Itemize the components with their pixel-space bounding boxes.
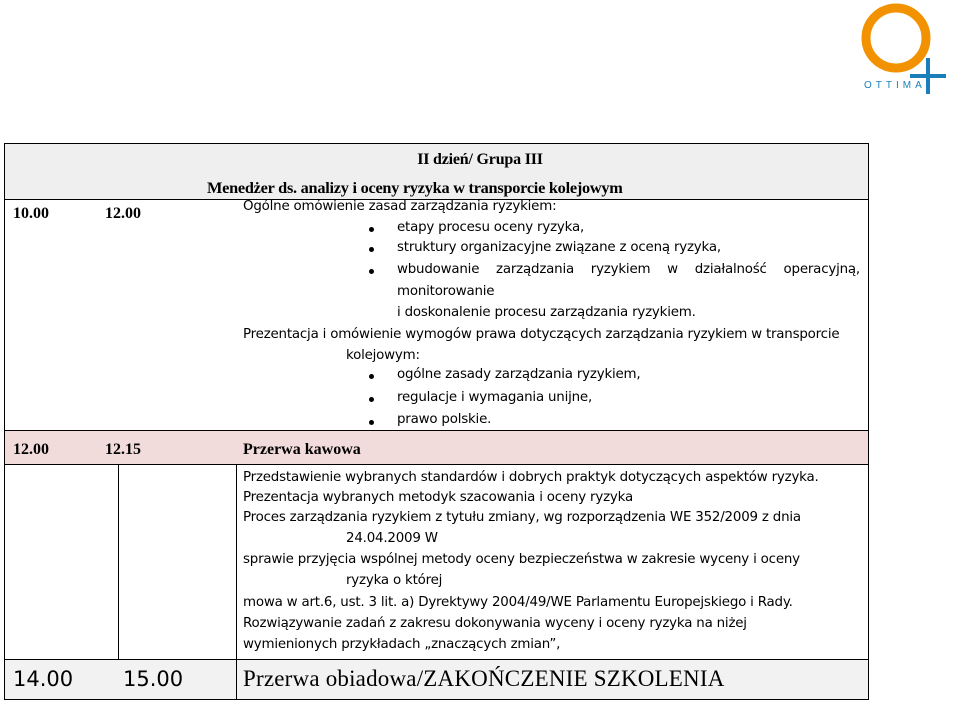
bullet-dot (369, 269, 374, 274)
session2-line-6: ryzyka o której (346, 573, 443, 588)
justified-word: ryzykiem (590, 262, 651, 277)
ottima-logo-text: OTTIMA (864, 80, 926, 91)
course-title: Menedżer ds. analizy i oceny ryzyka w transporcie kolejowym (207, 178, 623, 197)
session1-intro: Ogólne omówienie zasad zarządzania ryzykiem: (243, 199, 557, 214)
session1-bullet-3-cont-1: monitorowanie (397, 284, 495, 299)
session2-line-9: wymienionych przykładach „znaczących zmian”, (243, 637, 561, 652)
table-border-bottom (4, 699, 869, 700)
session1-start-time: 10.00 (13, 205, 49, 222)
justified-word: operacyjną, (783, 262, 860, 277)
break-start-time: 12.00 (13, 441, 49, 458)
session1-law-line-2: kolejowym: (346, 348, 420, 363)
table-border-right (868, 143, 869, 700)
session1-law-bullet-1: ogólne zasady zarządzania ryzykiem, (397, 367, 641, 382)
bullet-dot (369, 397, 374, 402)
session1-bullet-1: etapy procesu oceny ryzyka, (397, 220, 585, 235)
time-column-divider-2 (236, 464, 237, 659)
break-end-time: 12.15 (105, 441, 141, 458)
break-row-bottom (4, 464, 869, 465)
group-title: II dzień/ Grupa III (417, 151, 543, 168)
session1-law-bullet-2: regulacje i wymagania unijne, (397, 390, 593, 405)
session2-line-7: mowa w art.6, ust. 3 lit. a) Dyrektywy 2004/49/WE Parlamentu Europejskiego i Rady. (243, 595, 793, 610)
session2-line-3: Proces zarządzania ryzykiem z tytułu zmiany, wg rozporządzenia WE 352/2009 z dnia (243, 510, 801, 525)
session2-line-5: sprawie przyjęcia wspólnej metody oceny bezpieczeństwa w zakresie wyceny i oceny (243, 552, 800, 567)
session1-bullet-3-cont-2: i doskonalenie procesu zarządzania ryzykiem. (397, 305, 696, 320)
bullet-dot (369, 247, 374, 252)
justified-word: działalność (694, 262, 767, 277)
bullet-dot (369, 374, 374, 379)
session2-line-8: Rozwiązywanie zadań z zakresu dokonywania wyceny i oceny ryzyka na niżej (243, 616, 747, 631)
session1-law-line-1: Prezentacja i omówienie wymogów prawa dotyczących zarządzania ryzykiem w transporcie (243, 327, 840, 342)
break-label: Przerwa kawowa (243, 441, 361, 458)
lunch-column-divider (236, 659, 237, 699)
session1-bullet-2: struktury organizacyjne związane z oceną ryzyka, (397, 240, 721, 255)
session2-line-1: Przedstawienie wybranych standardów i dobrych praktyk dotyczących aspektów ryzyka. (243, 470, 819, 485)
table-border-top (4, 143, 869, 144)
lunch-start-time: 14.00 (13, 667, 74, 691)
lunch-row-top (4, 659, 869, 660)
bullet-dot (369, 420, 374, 425)
justified-word: wbudowanie (397, 262, 480, 277)
session1-end-time: 12.00 (105, 205, 141, 222)
bullet-dot (369, 227, 374, 232)
session2-line-4: 24.04.2009 W (346, 531, 438, 546)
justified-word: zarządzania (496, 262, 574, 277)
session1-law-bullet-3: prawo polskie. (397, 412, 492, 427)
session2-line-2: Prezentacja wybranych metodyk szacowania i oceny ryzyka (243, 490, 633, 505)
lunch-end-time: 15.00 (123, 667, 184, 691)
table-border-left (4, 143, 5, 700)
lunch-label: Przerwa obiadowa/ZAKOŃCZENIE SZKOLENIA (243, 666, 725, 691)
time-column-divider-1 (118, 464, 119, 659)
break-row-top (4, 430, 869, 431)
justified-word: w (667, 262, 678, 277)
session1-bullet-3 (397, 262, 860, 277)
